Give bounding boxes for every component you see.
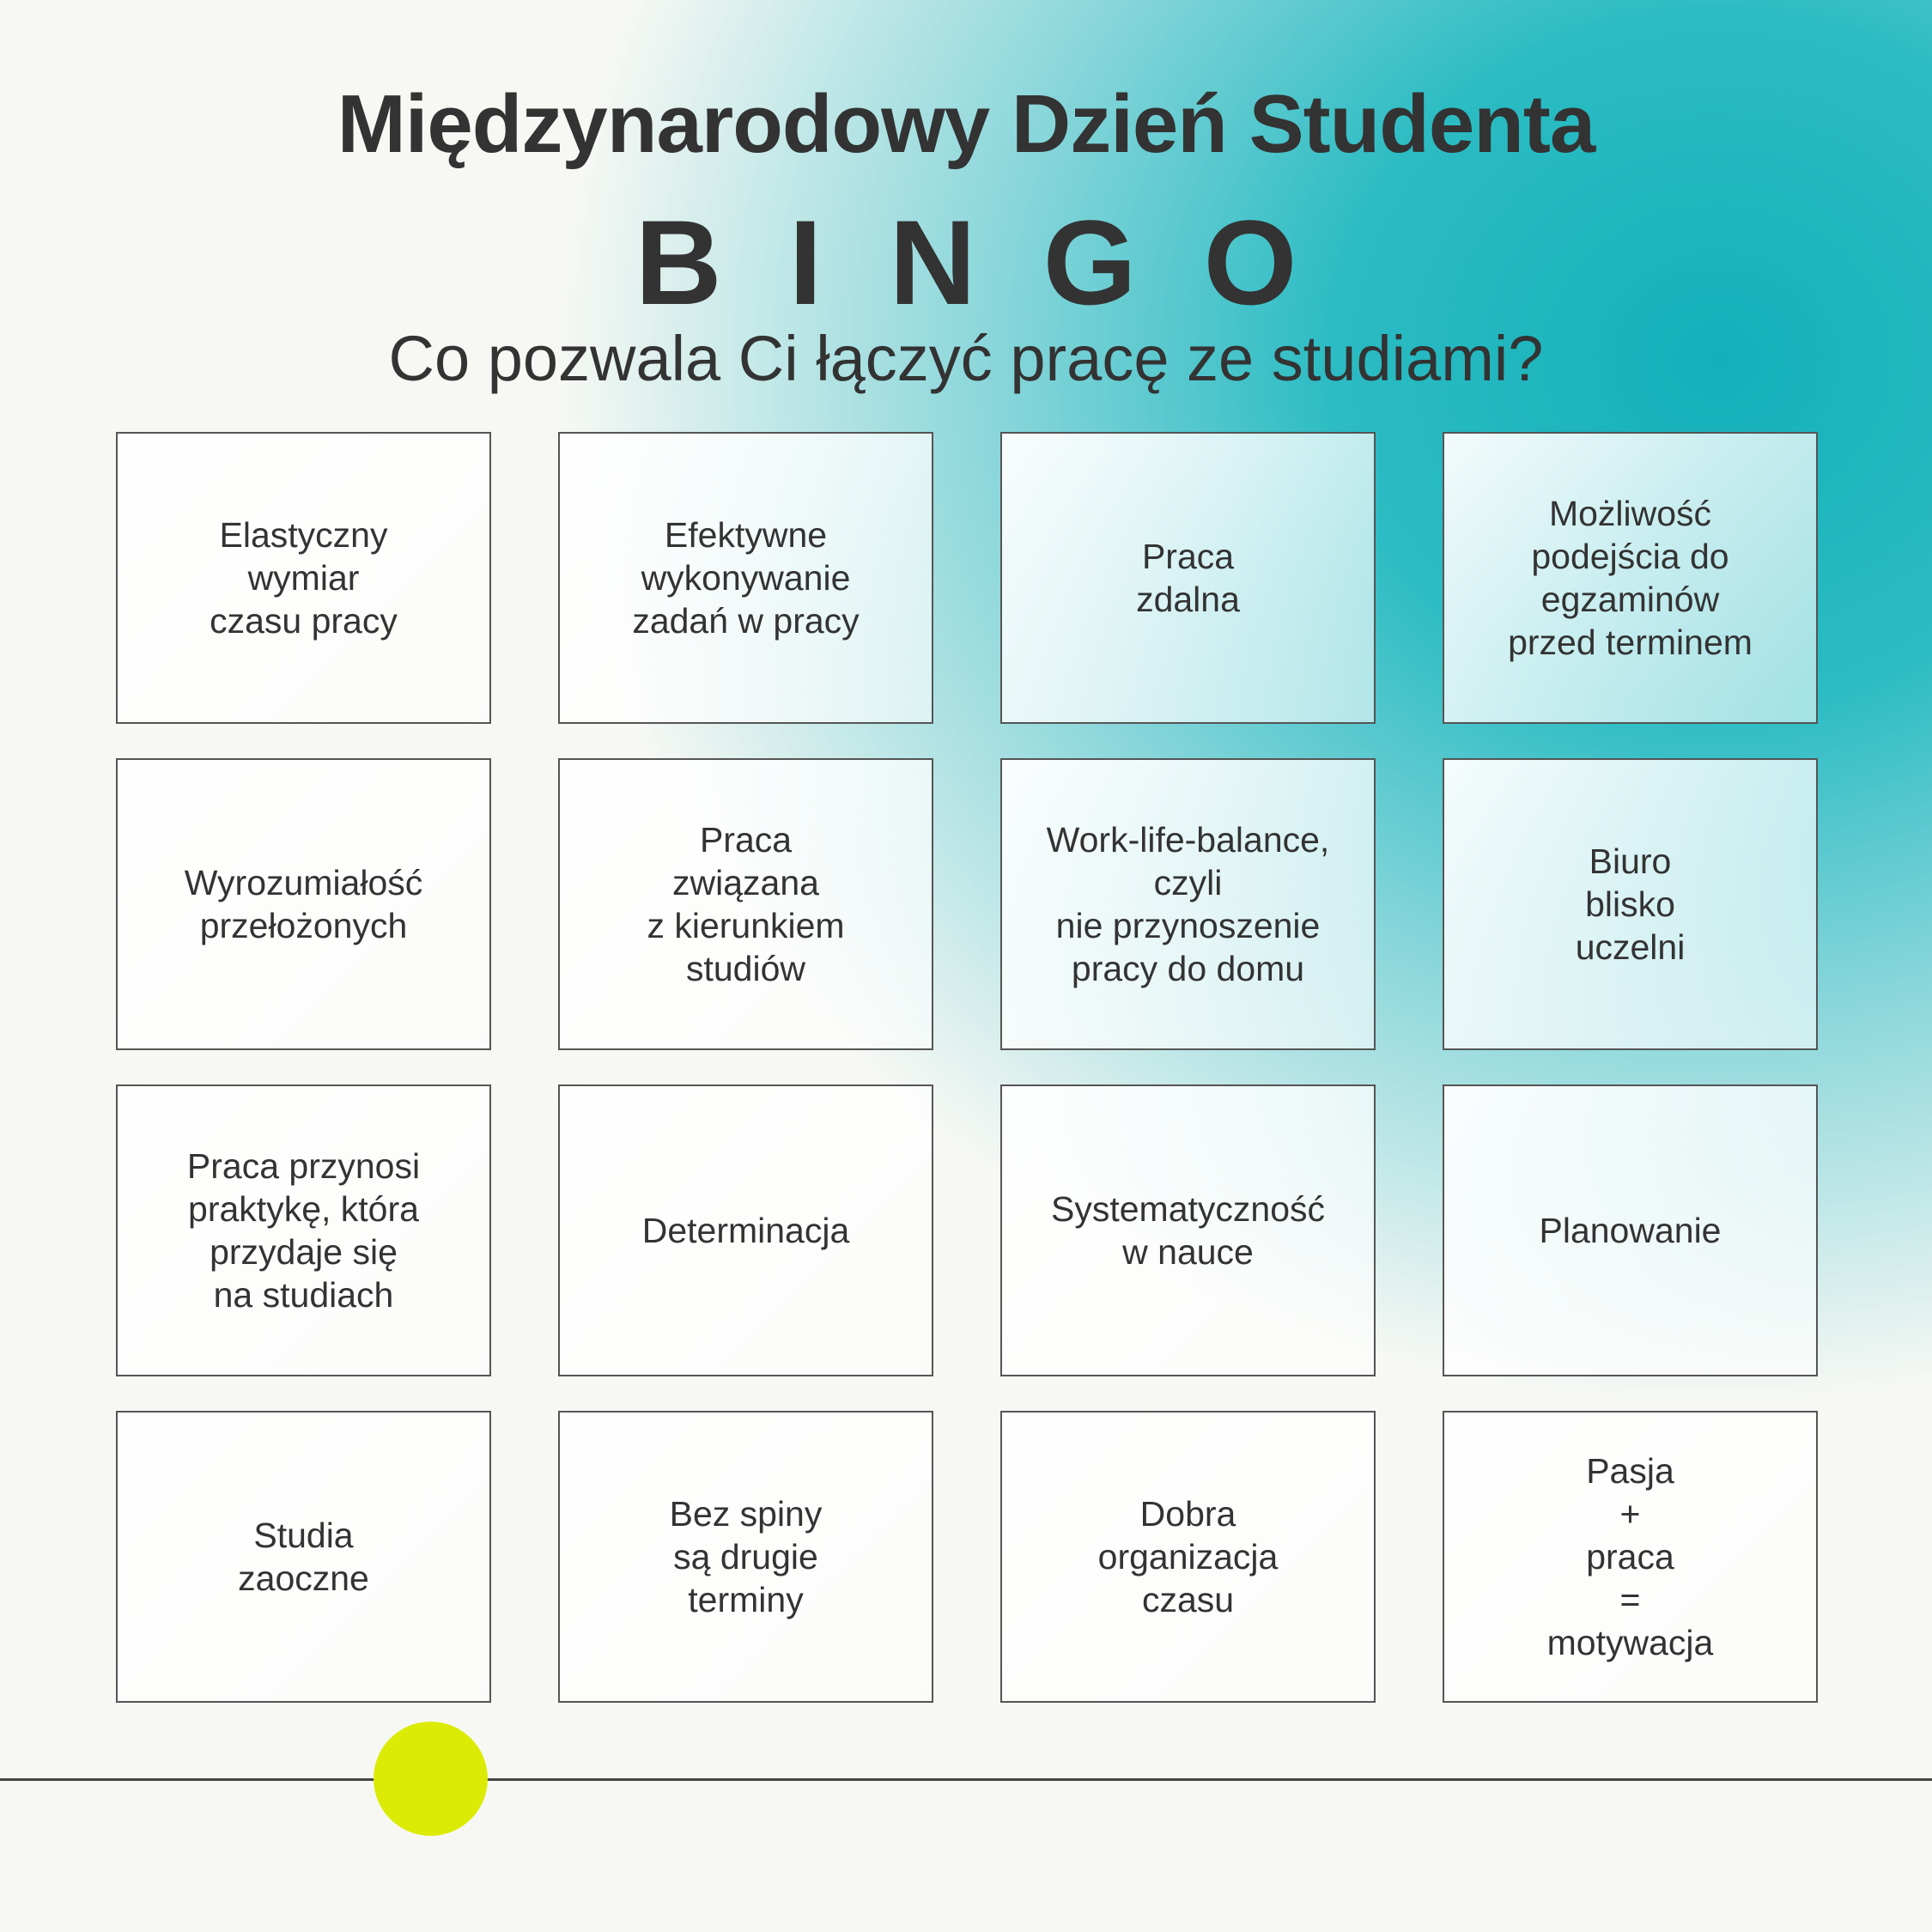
bingo-cell[interactable]: Wyrozumiałość przełożonych bbox=[116, 758, 491, 1050]
yellow-circle-decoration bbox=[374, 1722, 488, 1836]
bingo-cell[interactable]: Praca zdalna bbox=[1000, 432, 1376, 724]
bingo-cell[interactable]: Praca związana z kierunkiem studiów bbox=[558, 758, 933, 1050]
bingo-cell[interactable]: Determinacja bbox=[558, 1084, 933, 1376]
bingo-cell[interactable]: Work-life-balance, czyli nie przynoszenie pracy do domu bbox=[1000, 758, 1376, 1050]
bingo-cell[interactable]: Systematyczność w nauce bbox=[1000, 1084, 1376, 1376]
bingo-cell[interactable]: Możliwość podejścia do egzaminów przed terminem bbox=[1443, 432, 1818, 724]
bingo-cell[interactable]: Elastyczny wymiar czasu pracy bbox=[116, 432, 491, 724]
bingo-cell[interactable]: Studia zaoczne bbox=[116, 1411, 491, 1703]
bingo-cell[interactable]: Dobra organizacja czasu bbox=[1000, 1411, 1376, 1703]
bingo-cell[interactable]: Pasja + praca = motywacja bbox=[1443, 1411, 1818, 1703]
bingo-cell[interactable]: Efektywne wykonywanie zadań w pracy bbox=[558, 432, 933, 724]
bingo-cell[interactable]: Biuro blisko uczelni bbox=[1443, 758, 1818, 1050]
bingo-heading: BINGO bbox=[635, 195, 1364, 330]
bingo-cell[interactable]: Planowanie bbox=[1443, 1084, 1818, 1376]
divider-line bbox=[0, 1778, 1932, 1781]
bingo-cell[interactable]: Praca przynosi praktykę, która przydaje się na studiach bbox=[116, 1084, 491, 1376]
subtitle: Co pozwala Ci łączyć pracę ze studiami? bbox=[388, 323, 1544, 394]
bingo-cell[interactable]: Bez spiny są drugie terminy bbox=[558, 1411, 933, 1703]
page-title: Międzynarodowy Dzień Studenta bbox=[337, 78, 1595, 170]
bingo-grid bbox=[116, 432, 1818, 1703]
